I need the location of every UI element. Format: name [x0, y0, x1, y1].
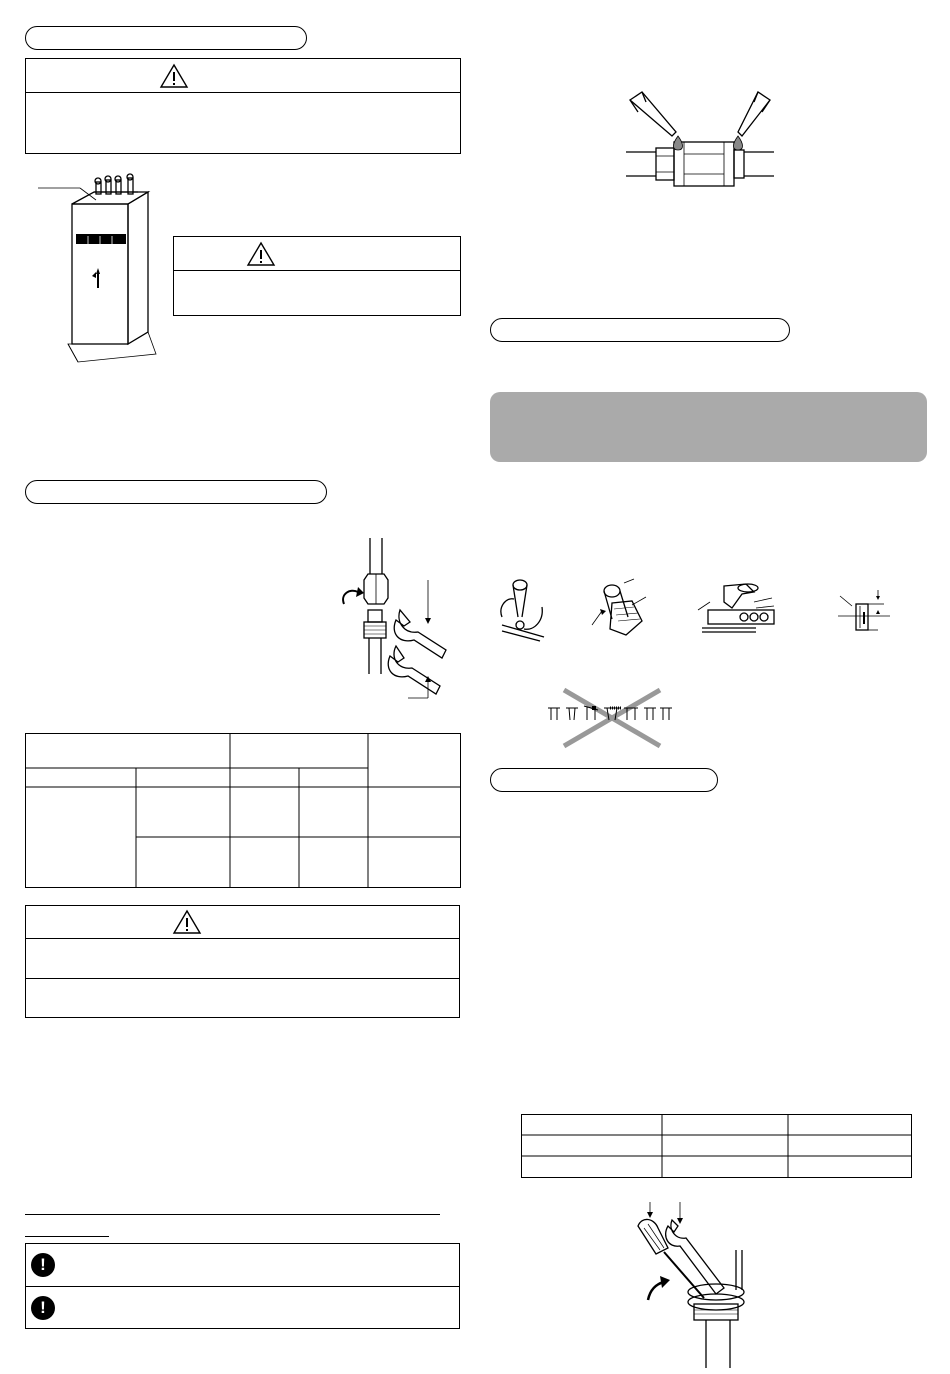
cap-torque-table [521, 1114, 912, 1178]
bad-flare-examples-crossed [546, 686, 676, 750]
warning-box-3 [25, 905, 460, 1018]
mandatory-box [25, 1243, 460, 1329]
warning-box-1 [25, 58, 461, 154]
flare-nut-wrench-illustration [338, 538, 448, 708]
warning-triangle-icon [246, 241, 276, 267]
valve-screwdriver-wrench-illustration [628, 1200, 758, 1368]
warning-triangle-icon [172, 909, 202, 935]
underline-rule-2 [25, 1236, 109, 1237]
underline-rule-1 [25, 1214, 440, 1215]
warning-triangle-icon [159, 63, 189, 89]
exclamation-circle-icon: ! [31, 1296, 55, 1320]
torque-table-grid [25, 733, 461, 888]
torque-table [25, 733, 461, 888]
gray-banner [490, 392, 927, 462]
exclamation-circle-icon: ! [31, 1253, 55, 1277]
reamer-illustration [588, 577, 654, 643]
flare-joint-oil-illustration [626, 90, 774, 200]
pipe-cutter-illustration [498, 577, 546, 643]
section-heading-1 [25, 26, 307, 50]
flare-dimension-illustration [838, 588, 890, 632]
indoor-unit-illustration [38, 168, 168, 368]
section-heading-3 [490, 318, 790, 342]
warning-box-2 [173, 236, 461, 316]
section-heading-2 [25, 480, 327, 504]
flaring-tool-illustration [698, 580, 778, 636]
section-heading-4 [490, 768, 718, 792]
cap-torque-table-grid [521, 1114, 912, 1178]
